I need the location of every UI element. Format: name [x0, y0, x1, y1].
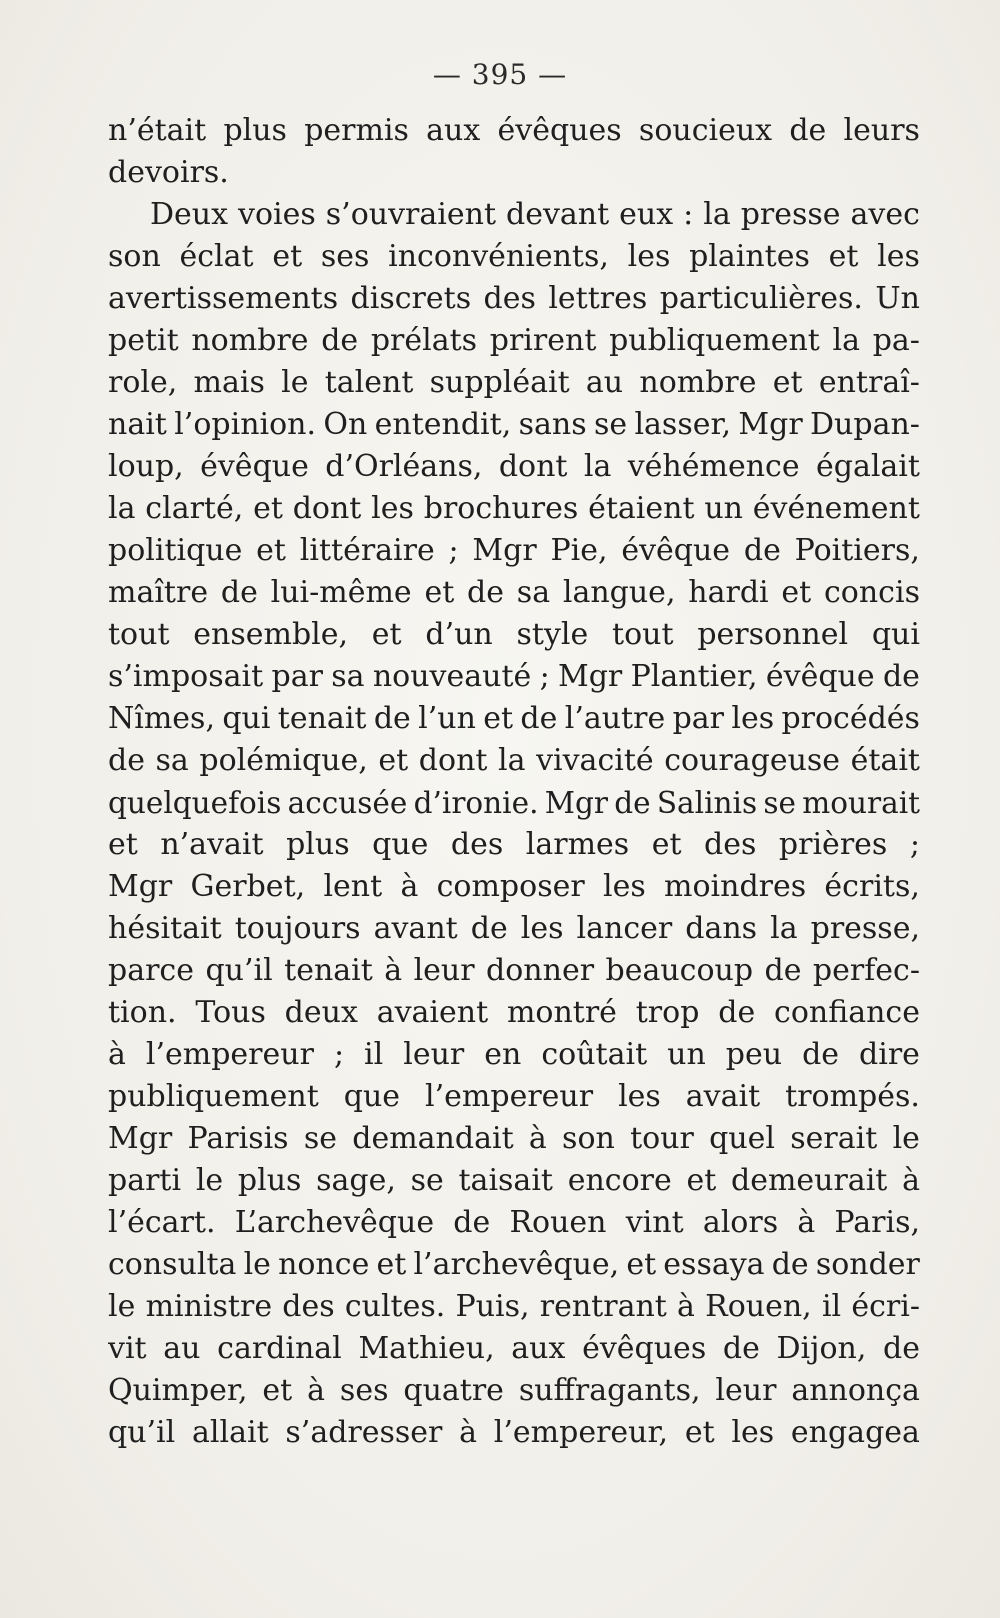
text-line: s’imposait par sa nouveauté ; Mgr Plantier, évêque de [108, 659, 920, 694]
text-line: petit nombre de prélats prirent publiquement la pa- [108, 323, 920, 358]
text-line: Mgr Gerbet, lent à composer les moindres écrits, [108, 869, 920, 904]
text-line: tion. Tous deux avaient montré trop de confiance [108, 995, 920, 1030]
text-line: Quimper, et à ses quatre suffragants, leur annonça [108, 1373, 920, 1408]
text-line: publiquement que l’empereur les avait trompés. [108, 1079, 920, 1114]
text-line: qu’il allait s’adresser à l’empereur, et les engagea [108, 1415, 920, 1450]
text-line: nait l’opinion. On entendit, sans se lasser, Mgr Dupan- [108, 407, 920, 442]
text-line: parce qu’il tenait à leur donner beaucoup de perfec- [108, 953, 920, 988]
text-line: Deux voies s’ouvraient devant eux : la presse avec [150, 197, 920, 232]
text-line: vit au cardinal Mathieu, aux évêques de Dijon, de [108, 1331, 920, 1366]
text-line: son éclat et ses inconvénients, les plaintes et les [108, 239, 920, 274]
text-line: loup, évêque d’Orléans, dont la véhémence égalait [108, 449, 920, 484]
text-line: l’écart. L’archevêque de Rouen vint alors à Paris, [108, 1205, 920, 1240]
text-line: avertissements discrets des lettres particulières. Un [108, 281, 920, 316]
text-line: à l’empereur ; il leur en coûtait un peu de dire [108, 1037, 920, 1072]
text-line: la clarté, et dont les brochures étaient un événement [108, 491, 920, 526]
text-line: devoirs. [108, 155, 229, 190]
text-line: le ministre des cultes. Puis, rentrant à Rouen, il écri- [108, 1289, 920, 1324]
text-line: Nîmes, qui tenait de l’un et de l’autre par les procédés [108, 701, 920, 736]
text-line: et n’avait plus que des larmes et des prières ; [108, 827, 920, 862]
text-line: tout ensemble, et d’un style tout personnel qui [108, 617, 920, 652]
text-line: hésitait toujours avant de les lancer dans la presse, [108, 911, 920, 946]
text-line: quelquefois accusée d’ironie. Mgr de Salinis se mourait [108, 786, 920, 820]
text-line: politique et littéraire ; Mgr Pie, évêque de Poitiers, [108, 533, 920, 568]
page-number: — 395 — [432, 58, 568, 91]
text-line: parti le plus sage, se taisait encore et demeurait à [108, 1163, 920, 1198]
text-line: maître de lui-même et de sa langue, hardi et concis [108, 575, 920, 610]
text-line: n’était plus permis aux évêques soucieux de leurs [108, 113, 920, 148]
text-line: role, mais le talent suppléait au nombre et entraî- [108, 365, 920, 400]
text-line: consulta le nonce et l’archevêque, et essaya de sonder [108, 1247, 920, 1282]
body-text [108, 110, 920, 1454]
text-line: Mgr Parisis se demandait à son tour quel serait le [108, 1121, 920, 1156]
text-line: de sa polémique, et dont la vivacité courageuse était [108, 743, 920, 778]
